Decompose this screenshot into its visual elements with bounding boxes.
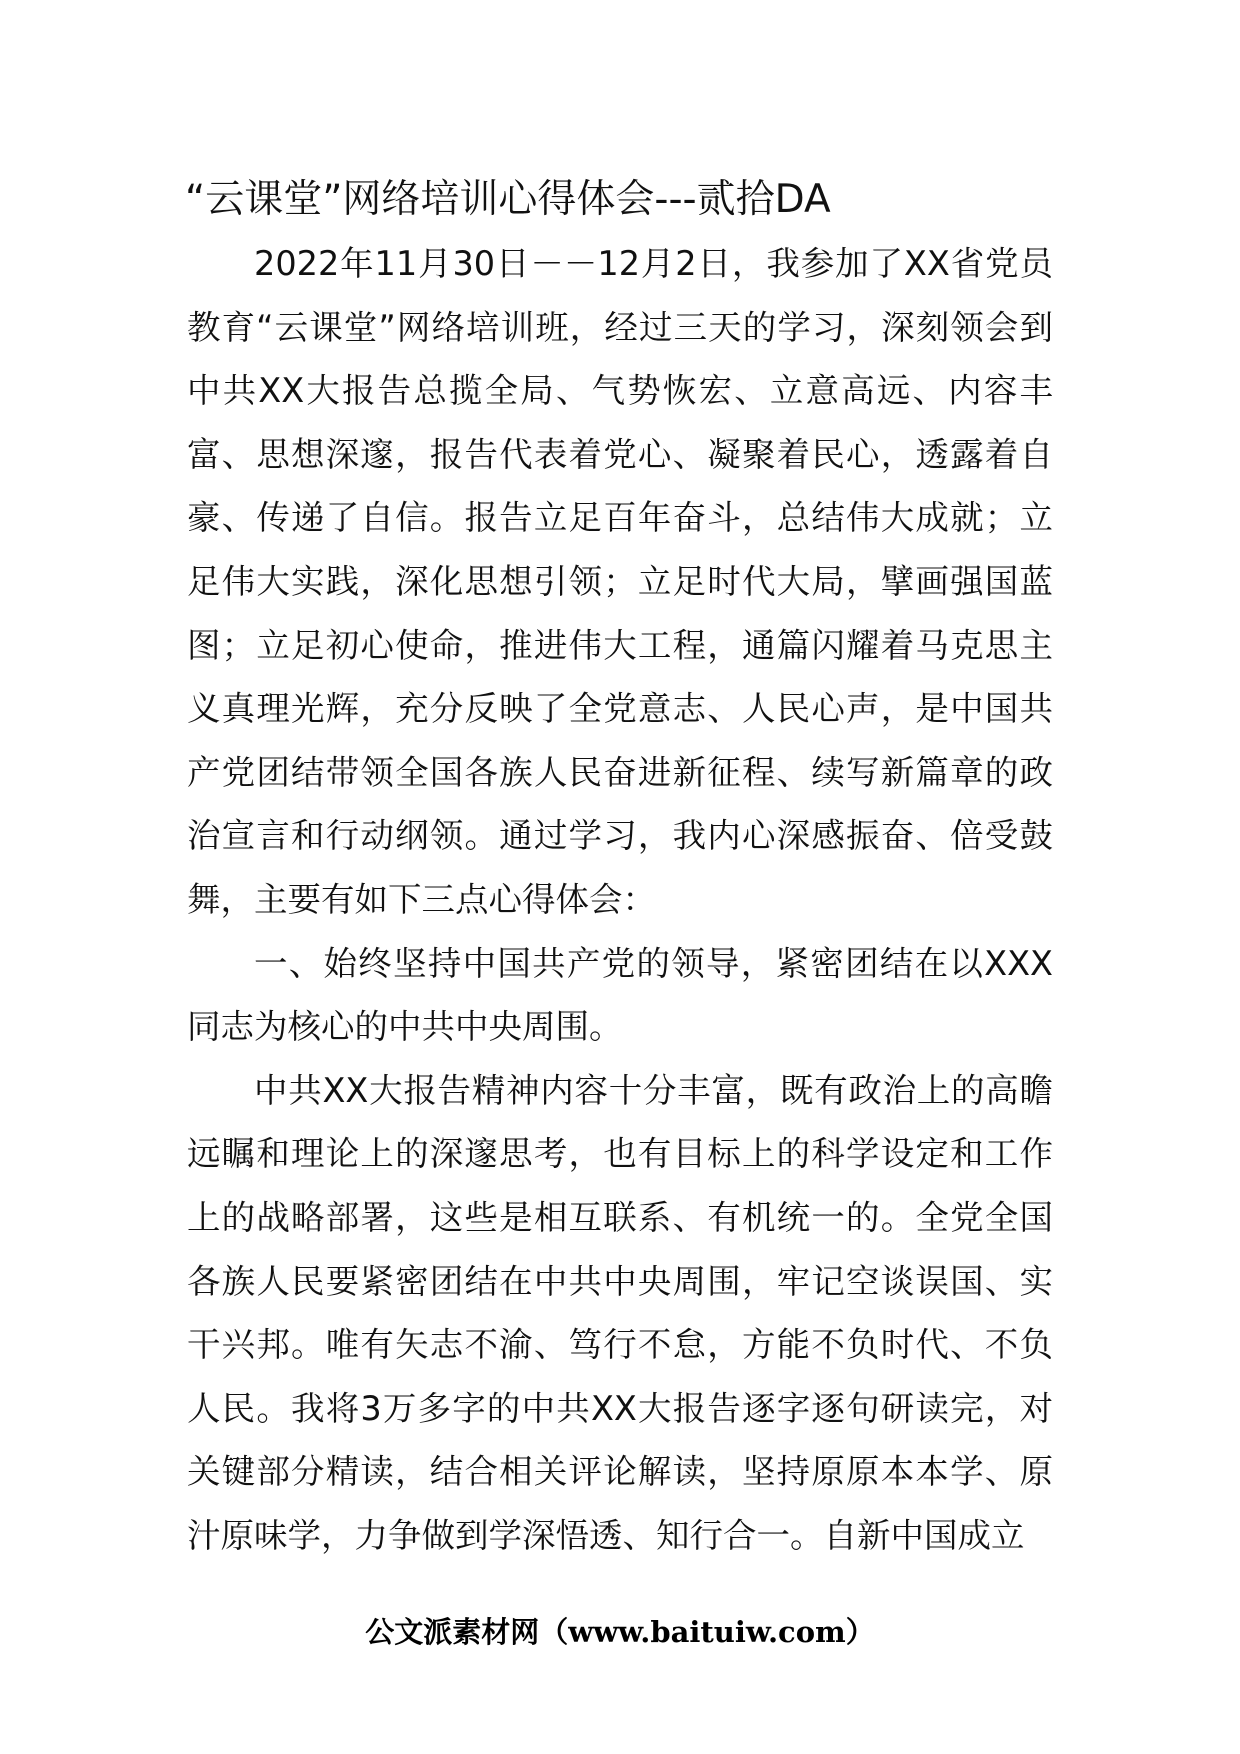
- document-body: [187, 232, 1053, 1567]
- paragraph-intro: 2022年11月30日－－12月2日，我参加了XX省党员教育“云课堂”网络培训班，经过三天的学习，深刻领会到中共XX大报告总揽全局、气势恢宏、立意高远、内容丰富、思想深邃，报告代表着党心、凝聚着民心，透露着自豪、传递了自信。报告立足百年奋斗，总结伟大成就；立足伟大实践，深化思想引领；立足时代大局，擘画强国蓝图；立足初心使命，推进伟大工程，通篇闪耀着马克思主义真理光辉，充分反映了全党意志、人民心声，是中国共产党团结带领全国各族人民奋进新征程、续写新篇章的政治宣言和行动纲领。通过学习，我内心深感振奋、倍受鼓舞，主要有如下三点心得体会：: [187, 244, 1053, 919]
- footer-watermark: 公文派素材网（www.baituiw.com）: [365, 1615, 875, 1649]
- document-title: “云课堂”网络培训心得体会---贰拾DA: [185, 177, 831, 222]
- section-heading-1: 一、始终坚持中国共产党的领导，紧密团结在以XXX同志为核心的中共中央周围。: [187, 943, 1053, 1047]
- paragraph-section-1: 中共XX大报告精神内容十分丰富，既有政治上的高瞻远瞩和理论上的深邃思考，也有目标上的科学设定和工作上的战略部署，这些是相互联系、有机统一的。全党全国各族人民要紧密团结在中共中央周围，牢记空谈误国、实干兴邦。唯有矢志不渝、笃行不怠，方能不负时代、不负人民。我将3万多字的中共XX大报告逐字逐句研读完，对关键部分精读，结合相关评论解读，坚持原原本本学、原汁原味学，力争做到学深悟透、知行合一。自新中国成立: [187, 1070, 1053, 1555]
